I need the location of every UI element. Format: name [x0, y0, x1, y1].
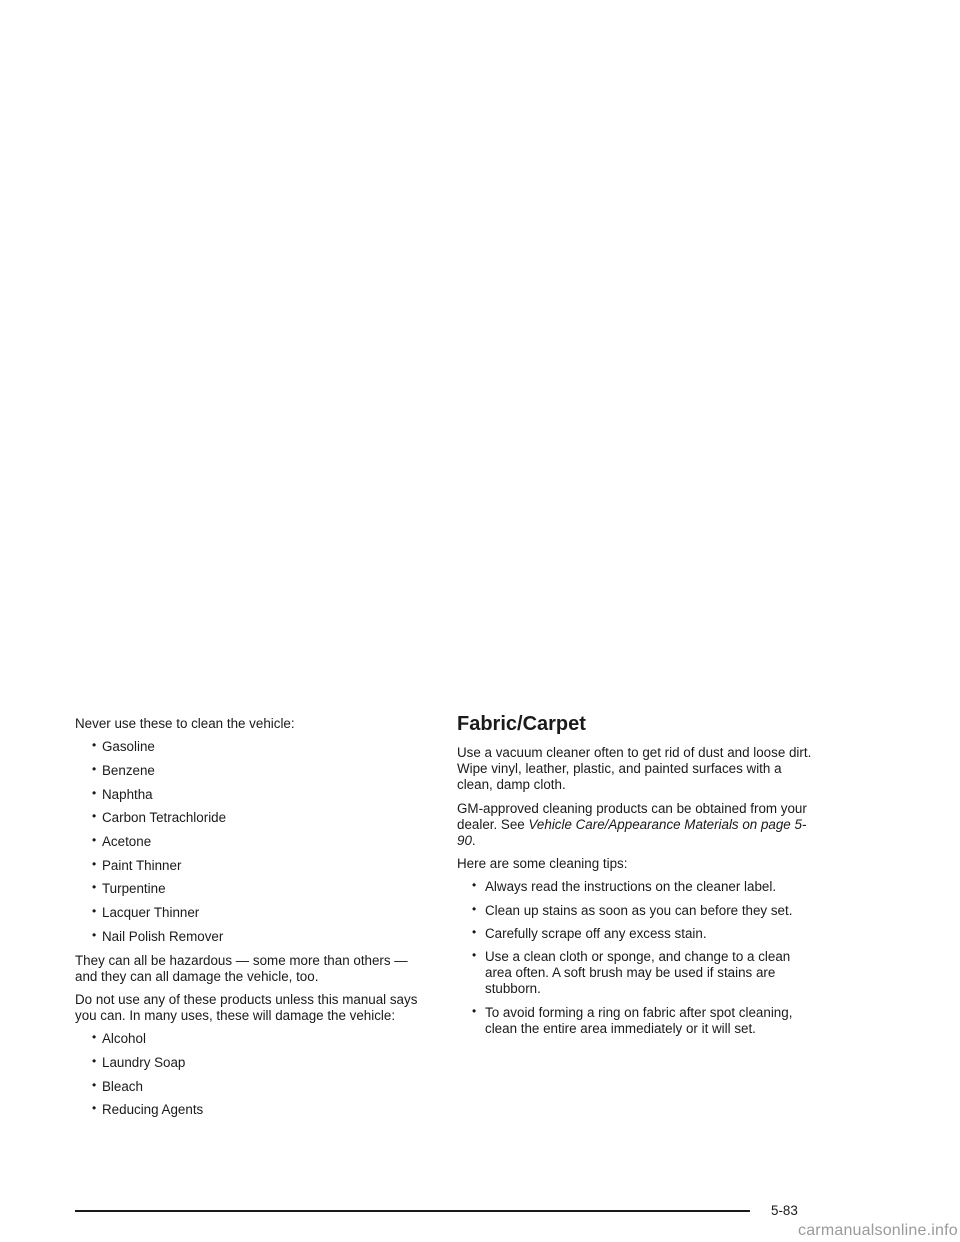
bullet-icon: • [472, 878, 477, 893]
bullet-icon: • [92, 809, 97, 824]
list-item: • Nail Polish Remover [92, 927, 224, 944]
bullet-icon: • [92, 880, 97, 895]
warning-text: Do not use any of these products unless this manual says you can. In many uses, these will damage the vehicle: [75, 991, 418, 1024]
list-item: • Carefully scrape off any excess stain. [472, 924, 707, 941]
list-item: • Paint Thinner [92, 856, 182, 873]
damage-list [75, 1031, 420, 1118]
bullet-icon: • [472, 948, 477, 963]
bullet-icon: • [92, 1101, 97, 1116]
list-item: • Lacquer Thinner [92, 904, 200, 921]
bullet-icon: • [92, 785, 97, 800]
bullet-icon: • [92, 1030, 97, 1045]
bullet-icon: • [92, 927, 97, 942]
list-item: • Always read the instructions on the cleaner label. [472, 878, 777, 895]
bullet-icon: • [92, 738, 97, 753]
cross-reference-link[interactable]: Vehicle Care/Appearance Materials on page 5-90 [457, 816, 807, 849]
vacuum-text: Use a vacuum cleaner often to get rid of dust and loose dirt. Wipe vinyl, leather, plastic, and painted surfaces with a clean, damp cloth. [457, 745, 812, 793]
list-item: • Bleach [92, 1077, 143, 1094]
list-item: • Turpentine [92, 880, 166, 897]
list-item: • Acetone [92, 833, 152, 850]
list-item: • Naphtha [92, 785, 153, 802]
bullet-icon: • [92, 1077, 97, 1092]
hazard-text: They can all be hazardous — some more than others —and they can all damage the vehicle, too. [75, 952, 408, 984]
list-item: • Alcohol [92, 1030, 146, 1047]
avoid-list [75, 739, 420, 945]
tips-list [457, 879, 819, 1037]
list-item: • Reducing Agents [92, 1101, 204, 1118]
bullet-icon: • [92, 1054, 97, 1069]
bullet-icon: • [472, 1003, 477, 1018]
right-column [457, 712, 819, 1044]
intro-text: Never use these to clean the vehicle: [75, 716, 295, 731]
list-item: • To avoid forming a ring on fabric after spot cleaning, clean the entire area immediately or it will set. [472, 1003, 793, 1036]
list-item: • Gasoline [92, 738, 155, 755]
bullet-icon: • [92, 856, 97, 871]
section-heading: Fabric/Carpet [457, 713, 586, 735]
list-item: • Clean up stains as soon as you can before they set. [472, 901, 793, 918]
tips-intro: Here are some cleaning tips: [457, 856, 628, 872]
products-text: GM-approved cleaning products can be obtained from your dealer. See Vehicle Care/Appearance Materials on page 5-90. [457, 800, 807, 849]
page-number: 5-83 [771, 1203, 798, 1218]
left-column [75, 716, 420, 1126]
list-item: • Carbon Tetrachloride [92, 809, 227, 826]
bullet-icon: • [472, 901, 477, 916]
bullet-icon: • [92, 904, 97, 919]
watermark-text: carmanualsonline.info [798, 1222, 958, 1239]
bullet-icon: • [92, 761, 97, 776]
footer-rule [75, 1210, 750, 1212]
bullet-icon: • [472, 924, 477, 939]
list-item: • Benzene [92, 761, 155, 778]
list-item: • Laundry Soap [92, 1054, 186, 1071]
bullet-icon: • [92, 833, 97, 848]
list-item: • Use a clean cloth or sponge, and change to a clean area often. A soft brush may be used if stains are stubborn. [472, 948, 791, 997]
